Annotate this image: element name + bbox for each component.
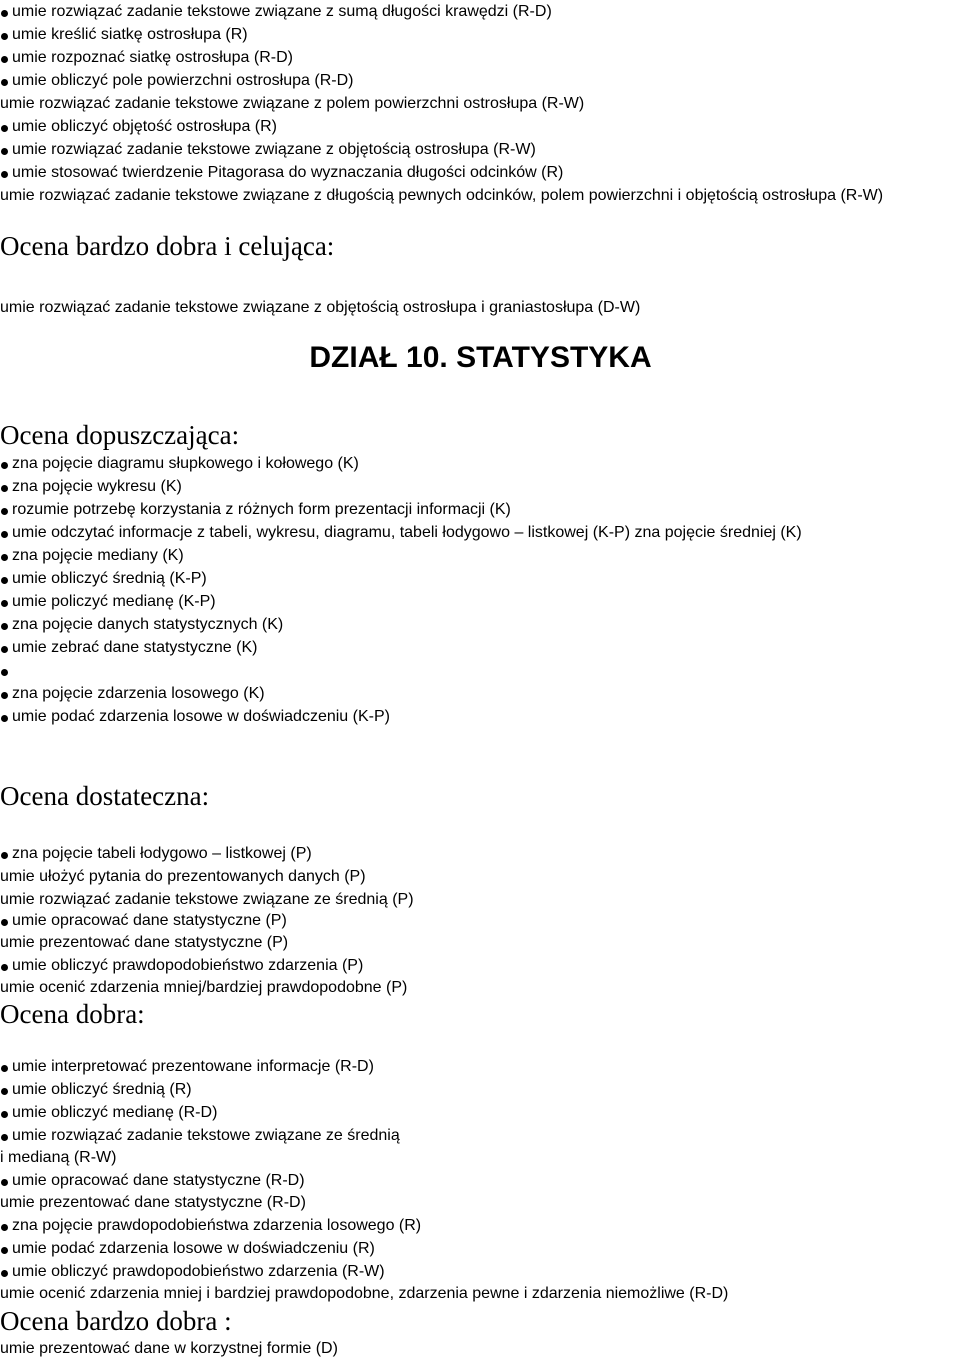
list-item: umie stosować twierdzenie Pitagorasa do wyznaczania długości odcinków (R) [0, 163, 960, 183]
list-item: umie rozwiązać zadanie tekstowe związane z objętością ostrosłupa i graniastosłupa (D-W) [0, 299, 641, 316]
list-item: umie obliczyć objętość ostrosłupa (R) [0, 117, 960, 137]
bullet-icon [1, 1111, 8, 1118]
bullet-icon [1, 1224, 8, 1231]
list-item: zna pojęcie tabeli łodygowo – listkowej (P) [0, 844, 960, 864]
list-item: umie rozwiązać zadanie tekstowe związane z polem powierzchni ostrosłupa (R-W) [0, 95, 585, 112]
bullet-icon [1, 554, 8, 561]
list-item: umie podać zdarzenia losowe w doświadczeniu (R) [0, 1239, 960, 1259]
list-item: zna pojęcie prawdopodobieństwa zdarzenia losowego (R) [0, 1216, 960, 1236]
list-item: umie prezentować dane statystyczne (R-D) [0, 1194, 306, 1211]
list-item: umie obliczyć średnią (R) [0, 1080, 960, 1100]
list-item: umie interpretować prezentowane informacje (R-D) [0, 1057, 960, 1077]
bullet-icon [1, 508, 8, 515]
list-item: umie obliczyć prawdopodobieństwo zdarzenia (P) [0, 956, 960, 976]
bullet-icon [1, 171, 8, 178]
list-item: umie prezentować dane w korzystnej formie (D) [0, 1340, 338, 1357]
bullet-icon [1, 1134, 8, 1141]
list-item: umie obliczyć pole powierzchni ostrosłupa (R-D) [0, 71, 960, 91]
bullet-icon [1, 10, 8, 17]
list-item: umie prezentować dane statystyczne (P) [0, 934, 289, 951]
list-item: zna pojęcie zdarzenia losowego (K) [0, 684, 960, 704]
bullet-icon [1, 646, 8, 653]
grade-heading: Ocena bardzo dobra i celująca: [0, 231, 335, 261]
bullet-icon [1, 125, 8, 132]
list-item: umie obliczyć średnią (K-P) [0, 569, 960, 589]
bullet-icon [1, 79, 8, 86]
list-item: umie zebrać dane statystyczne (K) [0, 638, 960, 658]
list-item: umie obliczyć prawdopodobieństwo zdarzenia (R-W) [0, 1262, 960, 1282]
list-item: umie ułożyć pytania do prezentowanych danych (P) [0, 868, 366, 885]
list-item: umie kreślić siatkę ostrosłupa (R) [0, 25, 960, 45]
bullet-icon [1, 33, 8, 40]
list-item: i medianą (R-W) [0, 1149, 117, 1166]
grade-heading: Ocena dostateczna: [0, 781, 210, 811]
bullet-icon [1, 1065, 8, 1072]
list-item: rozumie potrzebę korzystania z różnych form prezentacji informacji (K) [0, 500, 960, 520]
bullet-icon [1, 852, 8, 859]
bullet-icon [1, 462, 8, 469]
section-title: DZIAŁ 10. STATYSTYKA [309, 341, 652, 374]
bullet-icon [1, 577, 8, 584]
bullet-icon [1, 715, 8, 722]
bullet-icon [1, 964, 8, 971]
bullet-icon [1, 1247, 8, 1254]
list-item: zna pojęcie wykresu (K) [0, 477, 960, 497]
bullet-icon [1, 531, 8, 538]
grade-heading: Ocena dobra: [0, 999, 145, 1029]
list-item: umie rozwiązać zadanie tekstowe związane ze średnią [0, 1126, 960, 1146]
bullet-icon [1, 600, 8, 607]
bullet-icon [1, 148, 8, 155]
bullet-icon [1, 56, 8, 63]
list-item: zna pojęcie diagramu słupkowego i kołowego (K) [0, 454, 960, 474]
bullet-icon [1, 669, 8, 676]
list-item: zna pojęcie mediany (K) [0, 546, 960, 566]
list-item-wrapped: umie rozwiązać zadanie tekstowe związane z długością pewnych odcinków, polem powierzchni i objętością ostrosłupa (R-W) [0, 187, 884, 204]
grade-heading: Ocena dopuszczająca: [0, 420, 240, 450]
list-item: umie ocenić zdarzenia mniej/bardziej prawdopodobne (P) [0, 979, 408, 996]
list-item: umie rozpoznać siatkę ostrosłupa (R-D) [0, 48, 960, 68]
list-item: umie policzyć medianę (K-P) [0, 592, 960, 612]
list-item: umie rozwiązać zadanie tekstowe związane z objętością ostrosłupa (R-W) [0, 140, 960, 160]
bullet-icon [1, 623, 8, 630]
list-item: umie opracować dane statystyczne (R-D) [0, 1171, 960, 1191]
list-item: zna pojęcie danych statystycznych (K) [0, 615, 960, 635]
bullet-icon [1, 1270, 8, 1277]
list-item: umie obliczyć medianę (R-D) [0, 1103, 960, 1123]
list-item: umie rozwiązać zadanie tekstowe związane z sumą długości krawędzi (R-D) [0, 2, 960, 22]
grade-heading: Ocena bardzo dobra : [0, 1306, 232, 1336]
bullet-icon [1, 1088, 8, 1095]
bullet-icon [1, 485, 8, 492]
bullet-icon [1, 1179, 8, 1186]
list-item: umie ocenić zdarzenia mniej i bardziej prawdopodobne, zdarzenia pewne i zdarzenia niemożliwe (R-D) [0, 1285, 729, 1302]
bullet-icon [1, 692, 8, 699]
list-item: umie rozwiązać zadanie tekstowe związane ze średnią (P) [0, 891, 414, 908]
list-item: umie podać zdarzenia losowe w doświadczeniu (K-P) [0, 707, 960, 727]
list-item: umie opracować dane statystyczne (P) [0, 911, 960, 931]
bullet-icon [1, 919, 8, 926]
list-item: umie odczytać informacje z tabeli, wykresu, diagramu, tabeli łodygowo – listkowej (K-P) zna pojęcie średniej (K) [0, 523, 960, 543]
